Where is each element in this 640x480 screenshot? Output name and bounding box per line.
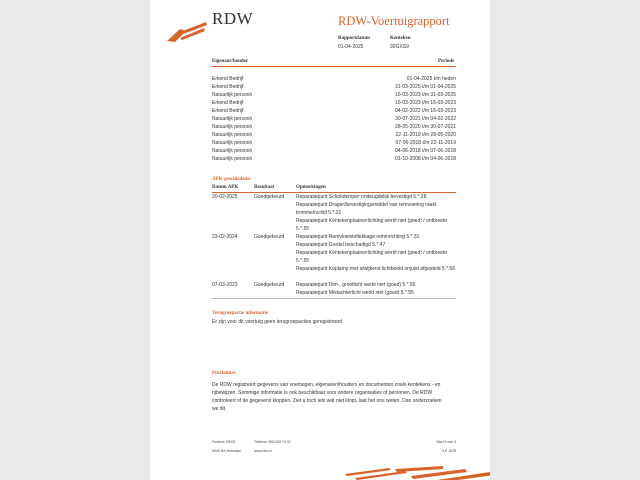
apk-col-remarks: Opmerkingen xyxy=(296,185,326,190)
recall-text: Er zijn voor dit voertuig geen terugroepacties geregistreerd xyxy=(212,319,343,325)
report-date: 01-04-2025 xyxy=(338,44,364,50)
table-row: Erkend Bedrijf 01-04-2025 t/m heden xyxy=(212,76,456,82)
report-page xyxy=(150,0,490,480)
apk-remark: Reparatiepunt Remvloeistoflekkage reminrichting 5.*.31 xyxy=(296,234,420,240)
report-title: RDW-Voertuigrapport xyxy=(338,14,450,28)
apk-remark: Reparatiepunt Koplamp met afwijkend lichtbeeld onjuist afgesteld 5.*.56 xyxy=(296,266,455,272)
footer-address-1: Postbus 30000 xyxy=(212,440,236,444)
apk-bottom-rule xyxy=(212,298,456,299)
brand-name: RDW xyxy=(212,9,254,28)
table-row: Natuurlijk persoon 07-06-2018 t/m 22-11-2019 xyxy=(212,140,456,146)
table-row: Natuurlijk persoon 04-06-2018 t/m 07-06-2018 xyxy=(212,148,456,154)
owners-rule xyxy=(212,66,456,67)
disclaimer-line: controleert of de gegevens kloppen. Ziet u toch iets wat niet klopt, laat het ons weten. Dan onderzoeken xyxy=(212,398,442,404)
footer-phone: Telefoon 088-008 74 47 xyxy=(254,440,291,444)
table-row: Erkend Bedrijf 04-02-2022 t/m 16-03-2023 xyxy=(212,108,456,114)
table-row: Natuurlijk persoon 01-10-2008 t/m 04-06-2018 xyxy=(212,156,456,162)
footer-web: www.rdw.nl xyxy=(254,449,272,453)
table-row: Erkend Bedrijf 16-03-2023 t/m 16-03-2023 xyxy=(212,100,456,106)
disclaimer-line: we dit. xyxy=(212,406,227,412)
apk-remark: Reparatiepunt Kentekenplaatverlichting werkt niet (goed) / ontbreekt 5.*.55 xyxy=(296,250,447,264)
disclaimer-text xyxy=(212,381,458,413)
apk-remark: Reparatiepunt Gordel beschadigd 5.*.47 xyxy=(296,242,386,248)
table-row: Erkend Bedrijf 31-03-2025 t/m 01-04-2025 xyxy=(212,84,456,90)
recall-title: Terugroepactie informatie xyxy=(212,311,268,316)
owners-header-left: Eigenaar/houder xyxy=(212,59,249,64)
apk-result: Goedgekeurd xyxy=(254,194,285,200)
report-date-label: Rapportdatum xyxy=(338,36,370,41)
apk-remark: Reparatiepunt Drager/bevestigingsmiddel van remvoering raakt trommel/schijf 5.*.31 xyxy=(296,202,437,216)
footer-code: 3 E 1678 xyxy=(441,449,456,453)
apk-remark: Reparatiepunt Dim-, grootlicht werkt niet (goed) 5.*.55 xyxy=(296,282,416,288)
table-row: Natuurlijk persoon 16-03-2023 t/m 31-03-2025 xyxy=(212,92,456,98)
table-row: Natuurlijk persoon 22-11-2019 t/m 28-05-2020 xyxy=(212,132,456,138)
apk-date: 20-02-2025 xyxy=(212,194,238,200)
apk-result: Goedgekeurd xyxy=(254,234,285,240)
apk-col-date: Datum APK xyxy=(212,185,239,190)
apk-date: 23-02-2024 xyxy=(212,234,238,240)
owners-header-right: Periode xyxy=(438,59,455,64)
table-row: Natuurlijk persoon 30-07-2021 t/m 04-02-2022 xyxy=(212,116,456,122)
disclaimer-line: rijbewijzen. Sommige informatie is ook beschikbaar voor andere organisaties of personen. De RDW xyxy=(212,390,433,396)
footer-stripes-icon xyxy=(345,466,490,480)
apk-remark: Reparatiepunt Mistachterlicht werkt niet (goed) 5.*.55 xyxy=(296,290,414,296)
plate-number: 92GXS9 xyxy=(390,44,409,50)
apk-title: APK-geschiedenis xyxy=(212,177,251,182)
footer-page: Blad 3 van 3 xyxy=(436,440,456,444)
apk-date: 07-03-2023 xyxy=(212,282,238,288)
plate-label: Kenteken xyxy=(390,36,411,41)
disclaimer-title: Proclaimer xyxy=(212,371,236,376)
footer-address-2: 9640 RA Veendam xyxy=(212,449,242,453)
disclaimer-line: De RDW registreert gegevens van voertuigen, eigenaren/houders en documenten zoals kentekens - en xyxy=(212,382,441,388)
apk-remark: Reparatiepunt Kentekenplaatverlichting werkt niet (goed) / ontbreekt 5.*.55 xyxy=(296,218,447,232)
table-row: Natuurlijk persoon 28-05-2020 t/m 30-07-2021 xyxy=(212,124,456,130)
apk-remark: Reparatiepunt Schokdemper ondeugdelijk bevestigd 5.*.28 xyxy=(296,194,427,200)
rdw-logo-icon xyxy=(166,20,208,42)
apk-col-result: Resultaat xyxy=(254,185,275,190)
apk-result: Goedgekeurd xyxy=(254,282,285,288)
